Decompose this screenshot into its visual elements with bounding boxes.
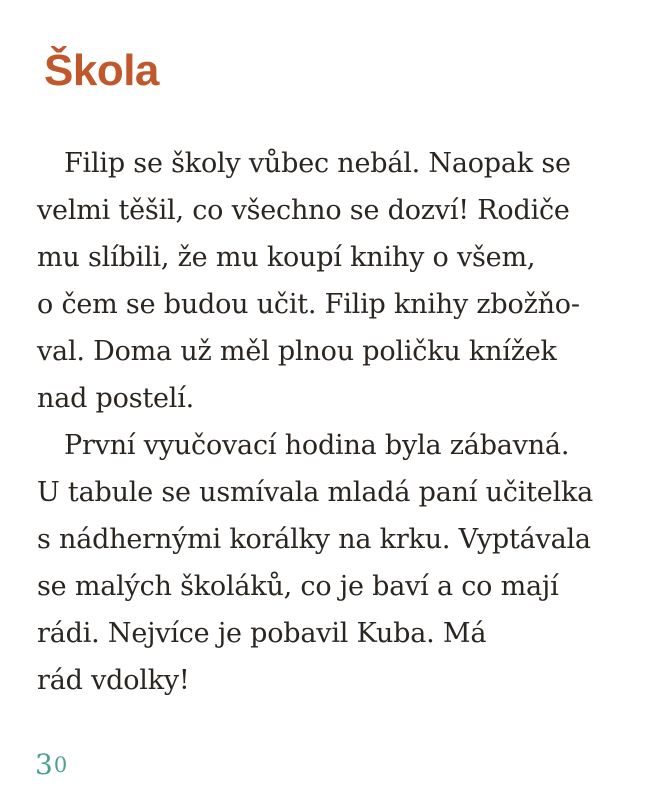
text-line: U tabule se usmívala mladá paní učitelka	[37, 477, 594, 508]
text-line: mu slíbili, že mu koupí knihy o všem,	[37, 242, 536, 273]
text-line: o čem se budou učit. Filip knihy zbožňo-	[37, 289, 580, 320]
text-line: s nádhernými korálky na krku. Vyptávala	[37, 524, 591, 555]
chapter-title: Škola	[44, 46, 159, 95]
body-text	[37, 140, 627, 704]
text-line: První vyučovací hodina byla zábavná.	[64, 430, 570, 461]
text-line: velmi těšil, co všechno se dozví! Rodiče	[37, 195, 570, 226]
paragraph-1	[37, 140, 627, 422]
text-line: val. Doma už měl plnou poličku knížek	[37, 336, 557, 367]
text-line: nad postelí.	[37, 383, 195, 414]
text-line: rádi. Nejvíce je pobavil Kuba. Má	[37, 618, 487, 649]
text-line: rád vdolky!	[37, 665, 190, 696]
text-line: Filip se školy vůbec nebál. Naopak se	[64, 148, 571, 179]
text-line: se malých školáků, co je baví a co mají	[37, 571, 559, 602]
paragraph-2	[37, 422, 627, 704]
page-number: 30	[35, 748, 69, 781]
